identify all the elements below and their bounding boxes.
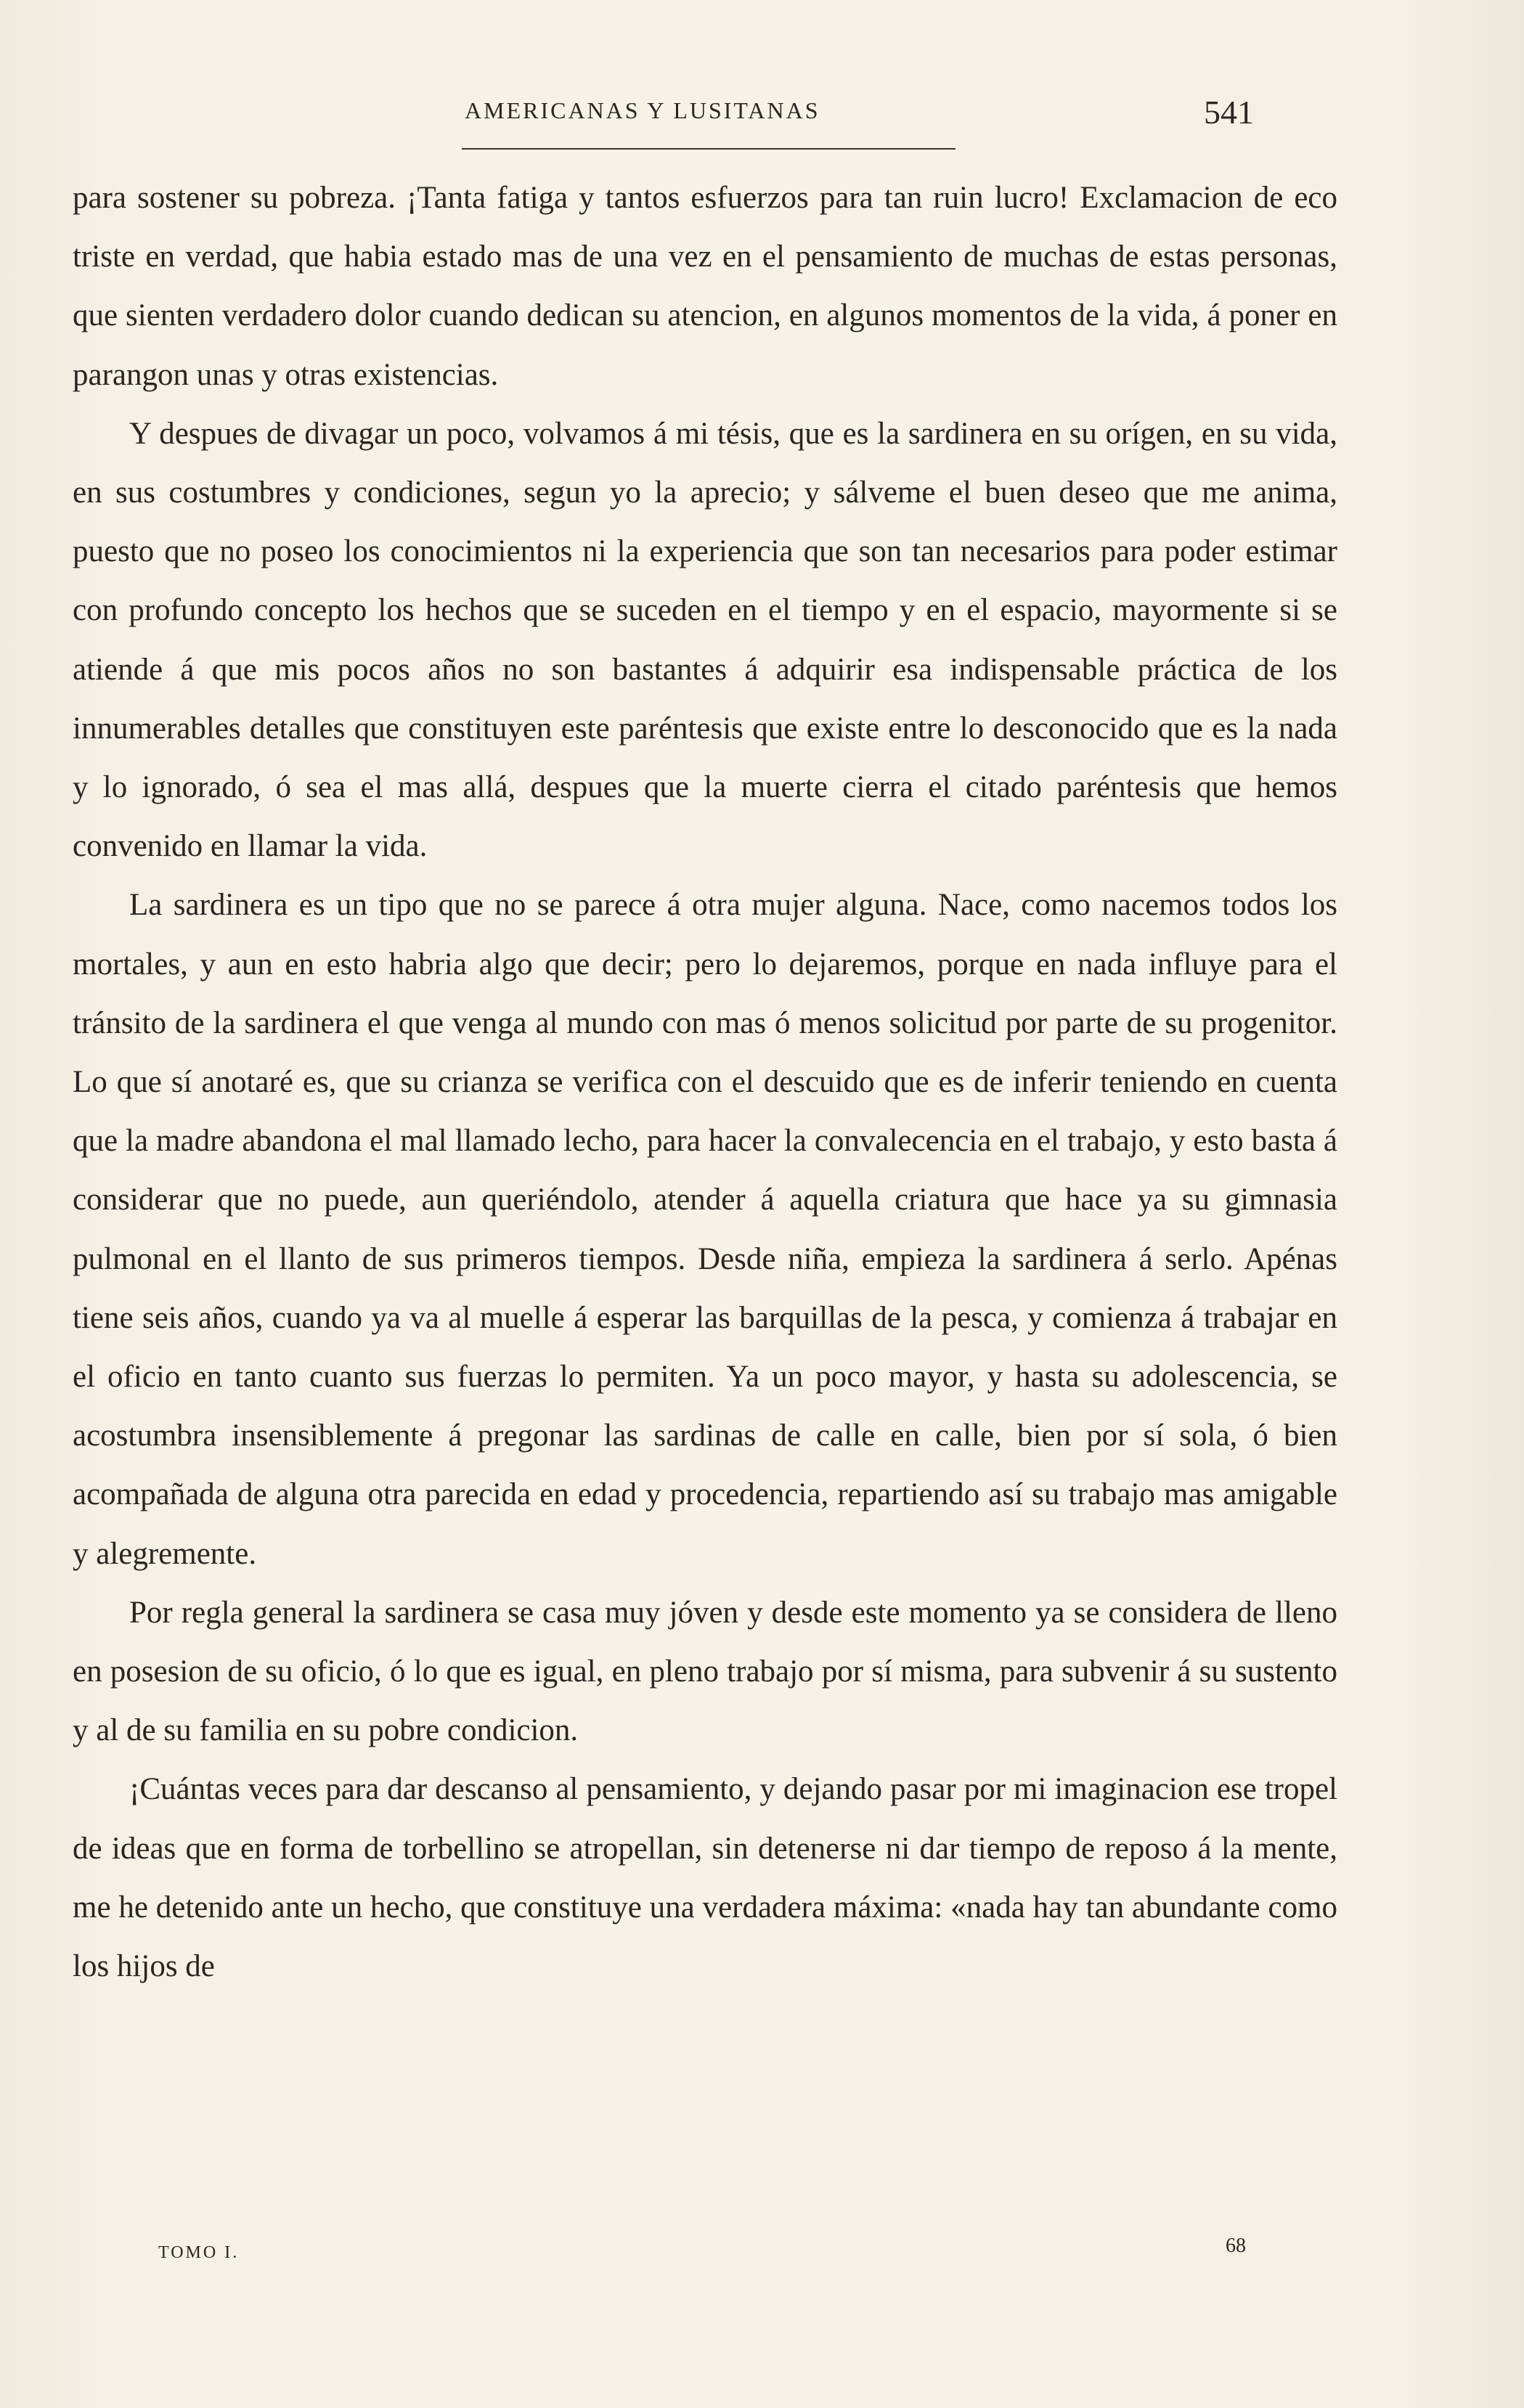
paragraph-2: Y despues de divagar un poco, volvamos á mi tésis, que es la sardinera en su orígen, en su vida, en sus costumbres y condiciones, segun yo la aprecio; y sálveme el buen deseo que me anima, puesto que no poseo los conocimientos ni la experiencia que son tan necesarios para poder estimar con profundo concepto los hechos que se suceden en el tiempo y en el espacio, mayormente si se atiende á que mis pocos años no son bastantes á adquirir esa indispensable práctica de los innumerables detalles que constituyen este paréntesis que existe entre lo desconocido que es la nada y lo ignorado, ó sea el mas allá, despues que la muerte cierra el citado paréntesis que hemos convenido en llamar la vida. <box>73 416 1337 864</box>
paragraph-5: ¡Cuántas veces para dar descanso al pensamiento, y dejando pasar por mi imaginacion ese tropel de ideas que en forma de torbellino se atropellan, sin detenerse ni dar tiempo de reposo á la mente, me he detenido ante un hecho, que constituye una verdadera máxima: «nada hay tan abundante como los hijos de <box>73 1772 1337 1984</box>
paragraph-4: Por regla general la sardinera se casa muy jóven y desde este momento ya se considera de lleno en posesion de su oficio, ó lo que es igual, en pleno trabajo por sí misma, para subvenir á su sustento y al de su familia en su pobre condicion. <box>73 1595 1337 1748</box>
header-rule <box>462 148 955 150</box>
body-text <box>73 168 1337 1996</box>
volume-mark: TOMO I. <box>158 2243 240 2262</box>
page-header <box>0 93 1524 136</box>
signature-mark: 68 <box>1226 2234 1246 2257</box>
paragraph-1: para sostener su pobreza. ¡Tanta fatiga y tantos esfuerzos para tan ruin lucro! Exclamacion de eco triste en verdad, que habia estado mas de una vez en el pensamiento de muchas de estas personas, que sienten verdadero dolor cuando dedican su atencion, en algunos momentos de la vida, á poner en parangon unas y otras existencias. <box>73 181 1337 392</box>
page-footer <box>0 2234 1524 2278</box>
running-head: AMERICANAS Y LUSITANAS <box>465 97 820 123</box>
paragraph-3: La sardinera es un tipo que no se parece á otra mujer alguna. Nace, como nacemos todos los mortales, y aun en esto habria algo que decir; pero lo dejaremos, porque en nada influye para el tránsito de la sardinera el que venga al mundo con mas ó menos solicitud por parte de su progenitor. Lo que sí anotaré es, que su crianza se verifica con el descuido que es de inferir teniendo en cuenta que la madre abandona el mal llamado lecho, para hacer la convalecencia en el trabajo, y esto basta á considerar que no puede, aun queriéndolo, atender á aquella criatura que hace ya su gimnasia pulmonal en el llanto de sus primeros tiempos. Desde niña, empieza la sardinera á serlo. Apénas tiene seis años, cuando ya va al muelle á esperar las barquillas de la pesca, y comienza á trabajar en el oficio en tanto cuanto sus fuerzas lo permiten. Ya un poco mayor, y hasta su adolescencia, se acostumbra insensiblemente á pregonar las sardinas de calle en calle, bien por sí sola, ó bien acompañada de alguna otra parecida en edad y procedencia, repartiendo así su trabajo mas amigable y alegremente. <box>73 888 1337 1571</box>
page-number: 541 <box>1204 94 1254 131</box>
